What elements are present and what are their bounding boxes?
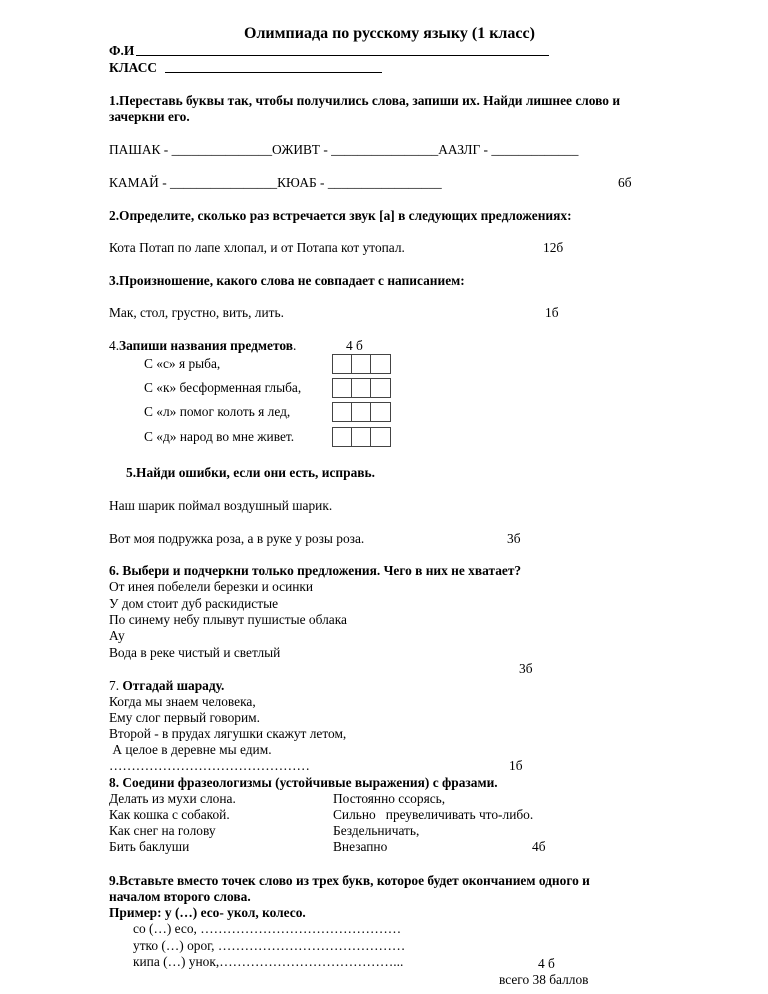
q4-riddle-2: С «к» бесформенная глыба, (144, 380, 302, 395)
q8-left-4: Бить баклуши (109, 839, 190, 854)
q4-score: 4 б (346, 338, 363, 353)
page-title: Олимпиада по русскому языку (1 класс) (244, 25, 535, 42)
q9-item-3[interactable]: кипа (…) унок,…………………………………... (133, 954, 404, 969)
q3-score: 1б (545, 305, 559, 320)
q4-answer-box-4[interactable] (332, 427, 391, 447)
q8-right-4: Внезапно (333, 839, 388, 854)
q6-line-3: По синему небу плывут пушистые облака (109, 612, 347, 627)
q6-score: 3б (519, 661, 533, 676)
q8-right-3: Бездельничать, (333, 823, 420, 838)
q9-item-1[interactable]: со (…) есо, ……………………………………… (133, 921, 402, 936)
q7-line-2: Ему слог первый говорим. (109, 710, 260, 725)
q7-line-4: А целое в деревне мы едим. (109, 742, 272, 757)
q5-score: 3б (507, 531, 521, 546)
q9-example: Пример: у (…) есо- укол, колесо. (109, 905, 306, 920)
q1-row2: КАМАЙ - ________________КЮАБ - _________________ (109, 175, 442, 190)
q8-score: 4б (532, 839, 546, 854)
q2-score: 12б (543, 240, 564, 255)
q4-answer-box-3[interactable] (332, 402, 391, 422)
class-label: КЛАСС (109, 60, 158, 75)
q6-text: 6. Выбери и подчеркни только предложения. Чего в них не хватает? (109, 563, 522, 578)
q4-riddle-1: С «с» я рыба, (144, 356, 221, 371)
q7-answer-dots[interactable]: ……………………………………… (109, 758, 310, 773)
q7-line-1: Когда мы знаем человека, (109, 694, 256, 709)
q4-answer-box-1[interactable] (332, 354, 391, 374)
q1-text-line1: 1.Переставь буквы так, чтобы получились слова, запиши их. Найди лишнее слово и (109, 93, 621, 108)
q1-text-line2: зачеркни его. (109, 109, 190, 124)
q8-right-1: Постоянно ссорясь, (333, 791, 446, 806)
q8-left-2: Как кошка с собакой. (109, 807, 230, 822)
q1-row1: ПАШАК - _______________ОЖИВТ - ________________ААЗЛГ - _____________ (109, 142, 579, 157)
q6-line-1: От инея побелели березки и осинки (109, 579, 314, 594)
q4-riddle-3: С «л» помог колоть я лед, (144, 404, 291, 419)
q8-left-3: Как снег на голову (109, 823, 216, 838)
q5-line2: Вот моя подружка роза, а в руке у розы роза. (109, 531, 365, 546)
q9-score: 4 б (538, 956, 555, 971)
q7-heading: 7. Отгадай шараду. (109, 678, 225, 693)
q8-right-2: Сильно преувеличивать что-либо. (333, 807, 534, 822)
q8-left-1: Делать из мухи слона. (109, 791, 236, 806)
q9-text-line1: 9.Вставьте вместо точек слово из трех букв, которое будет окончанием одного и (109, 873, 590, 888)
q6-line-4: Ау (109, 628, 125, 643)
q4-answer-box-2[interactable] (332, 378, 391, 398)
fio-label: Ф.И (109, 43, 135, 58)
q2-text: 2.Определите, сколько раз встречается звук [а] в следующих предложениях: (109, 208, 572, 223)
q8-text: 8. Соедини фразеологизмы (устойчивые выражения) с фразами. (109, 775, 498, 790)
q1-score: 6б (618, 175, 632, 190)
q6-line-5: Вода в реке чистый и светлый (109, 645, 281, 660)
q9-item-2[interactable]: утко (…) орог, …………………………………… (133, 938, 406, 953)
q4-heading: 4.Запиши названия предметов. (109, 338, 297, 353)
fio-line[interactable] (136, 44, 549, 56)
q4-riddle-4: С «д» народ во мне живет. (144, 429, 295, 444)
q2-sentence: Кота Потап по лапе хлопал, и от Потапа кот утопал. (109, 240, 405, 255)
q7-score: 1б (509, 758, 523, 773)
q3-text: 3.Произношение, какого слова не совпадает с написанием: (109, 273, 465, 288)
q3-words: Мак, стол, грустно, вить, лить. (109, 305, 284, 320)
q6-line-2: У дом стоит дуб раскидистые (109, 596, 279, 611)
q5-text: 5.Найди ошибки, если они есть, исправь. (126, 465, 375, 480)
q7-line-3: Второй - в прудах лягушки скажут летом, (109, 726, 347, 741)
q9-text-line2: началом второго слова. (109, 889, 251, 904)
class-line[interactable] (165, 61, 382, 73)
total-score: всего 38 баллов (499, 972, 589, 987)
q5-line1: Наш шарик поймал воздушный шарик. (109, 498, 333, 513)
